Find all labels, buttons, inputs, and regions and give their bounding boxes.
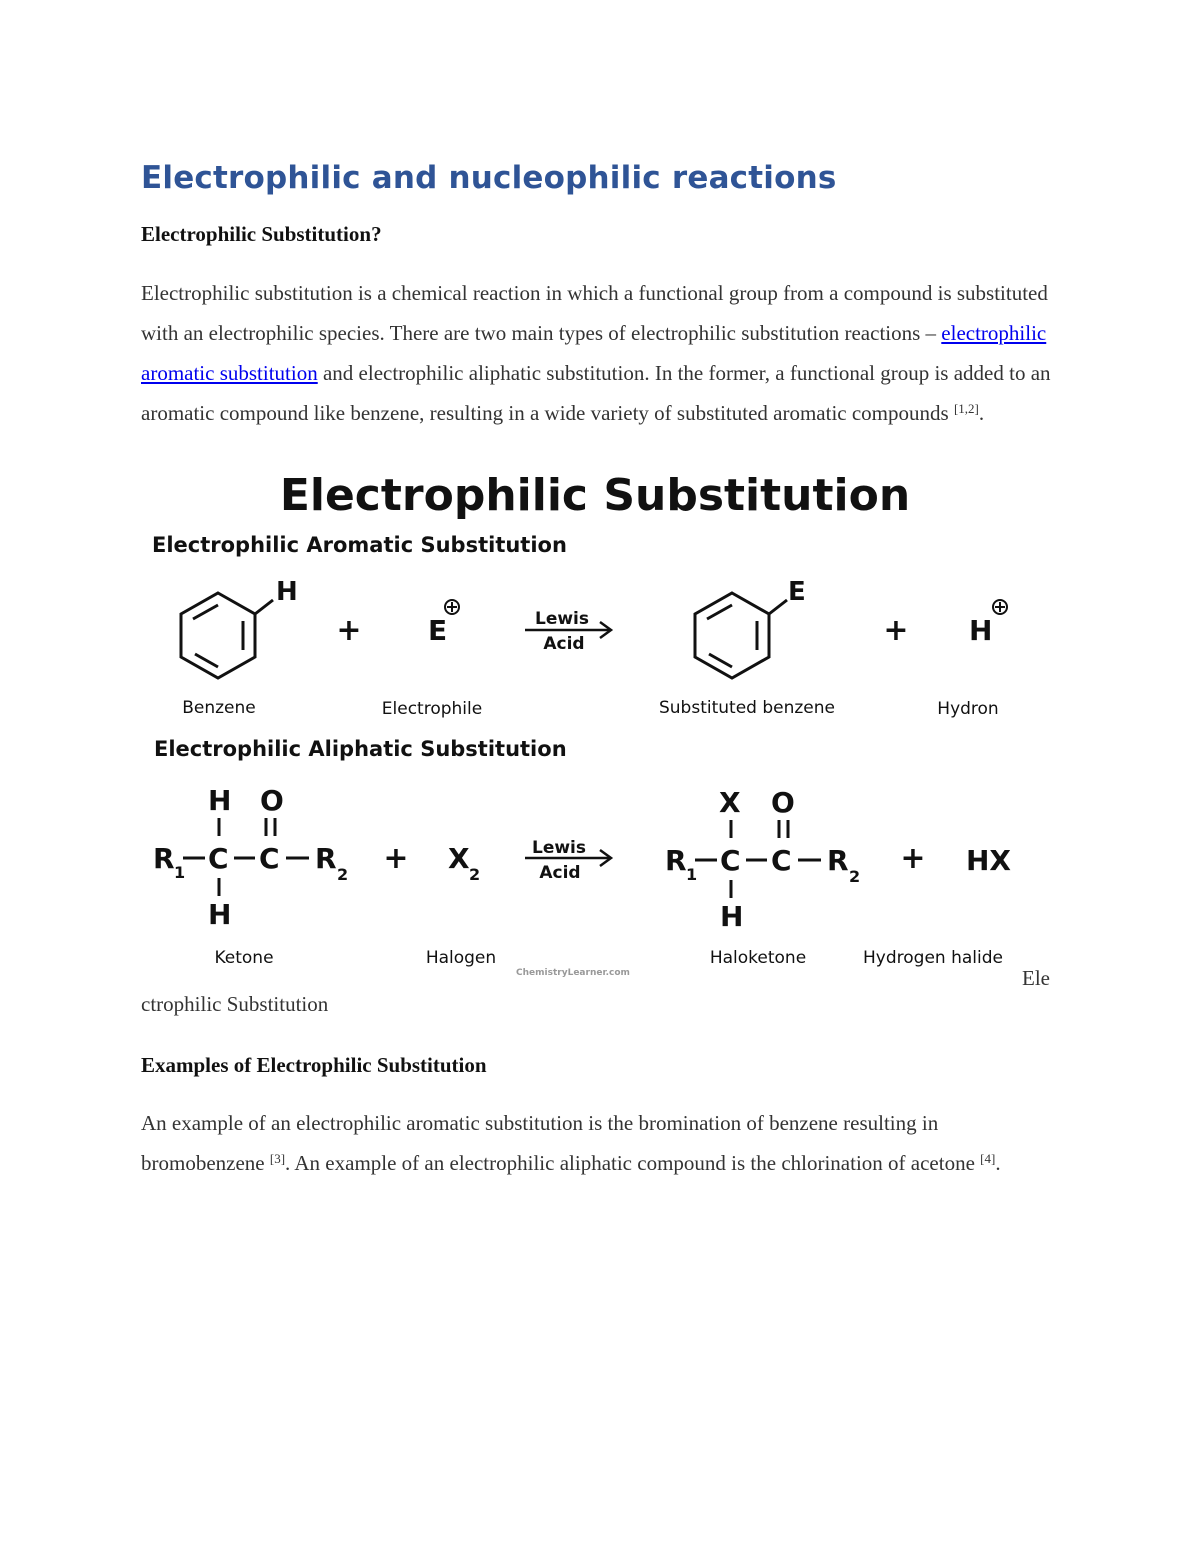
svg-text:R: R (153, 842, 175, 875)
intro-text-1: Electrophilic substitution is a chemical reaction in which a functional group from a compound is substituted with an electrophilic species. There are two main types of electrophilic substitution reactions – (141, 281, 1048, 345)
electrophilic-substitution-figure (145, 468, 1025, 983)
acid-label: Acid (543, 634, 585, 654)
figure-caption-part1: Ele (1022, 966, 1050, 990)
intro-end: . (978, 401, 985, 425)
aromatic-substitution-heading: Electrophilic Aromatic Substitution (152, 533, 567, 557)
positive-charge-icon (445, 600, 459, 614)
halogen-symbol: X (448, 842, 470, 875)
svg-text:H: H (720, 900, 744, 933)
label-hydron: Hydron (937, 699, 999, 719)
svg-text:1: 1 (174, 863, 186, 882)
haloketone-structure (665, 786, 860, 933)
svg-text:O: O (771, 786, 795, 819)
positive-charge-icon (993, 600, 1007, 614)
hydron-symbol: H (969, 614, 993, 647)
halogen-subscript: 2 (469, 865, 481, 884)
examples-end: . (995, 1151, 1001, 1175)
watermark: ChemistryLearner.com (516, 968, 630, 978)
svg-text:R: R (315, 842, 337, 875)
label-benzene: Benzene (182, 698, 256, 718)
examples-text-2: . An example of an electrophilic aliphatic compound is the chlorination of acetone (285, 1151, 981, 1175)
ketone-structure (153, 784, 348, 931)
examples-paragraph (141, 1103, 1056, 1183)
electrophile-symbol: E (428, 614, 448, 647)
aliphatic-substitution-heading: Electrophilic Aliphatic Substitution (154, 737, 567, 761)
svg-text:O: O (260, 784, 284, 817)
plus-sign: + (336, 613, 362, 648)
benzene-hydrogen: H (276, 577, 298, 607)
plus-sign: + (900, 841, 926, 876)
figure-title: Electrophilic Substitution (279, 470, 911, 521)
acid-label: Acid (539, 863, 581, 883)
svg-text:R: R (665, 844, 687, 877)
section-heading-examples: Examples of Electrophilic Substitution (141, 1053, 487, 1077)
reaction-diagram (145, 468, 1025, 983)
label-electrophile: Electrophile (381, 699, 483, 719)
svg-text:2: 2 (849, 867, 861, 886)
hydrogen-halide-formula: HX (966, 844, 1012, 877)
lewis-label: Lewis (534, 609, 590, 629)
svg-text:C: C (208, 842, 229, 875)
electrophilic-aromatic-substitution-link[interactable]: electrophilic aromatic substitution (141, 321, 1047, 385)
label-hydrogen-halide: Hydrogen halide (863, 948, 1003, 968)
svg-text:H: H (208, 784, 232, 817)
benzene-ring-icon (181, 593, 273, 678)
svg-text:H: H (208, 898, 232, 931)
document-title: Electrophilic and nucleophilic reactions (141, 160, 837, 196)
label-haloketone: Haloketone (709, 948, 807, 968)
label-ketone: Ketone (214, 948, 274, 968)
citation-ref-3: [3] (269, 1151, 286, 1166)
lewis-label: Lewis (531, 838, 587, 858)
figure-caption-part2: ctrophilic Substitution (141, 992, 329, 1016)
svg-text:X: X (719, 786, 741, 819)
section-heading-electrophilic-substitution: Electrophilic Substitution? (141, 222, 382, 246)
plus-sign: + (383, 841, 409, 876)
citation-ref-1-2: [1,2] (953, 401, 979, 416)
product-electrophile: E (788, 577, 806, 607)
examples-text-1: An example of an electrophilic aromatic substitution is the bromination of benzene resulting in bromobenzene (141, 1111, 939, 1175)
svg-text:C: C (720, 844, 741, 877)
label-halogen: Halogen (425, 948, 497, 968)
citation-ref-4: [4] (980, 1151, 996, 1166)
svg-text:C: C (259, 842, 280, 875)
svg-text:C: C (771, 844, 792, 877)
intro-text-2: and electrophilic aliphatic substitution. In the former, a functional group is added to an aromatic compound like benzene, resulting in a wide variety of substituted aromatic compounds (141, 361, 1051, 425)
svg-text:R: R (827, 844, 849, 877)
svg-text:2: 2 (337, 865, 349, 884)
plus-sign: + (883, 613, 909, 648)
intro-paragraph (141, 273, 1056, 433)
substituted-benzene-ring-icon (695, 593, 787, 678)
label-substituted-benzene: Substituted benzene (658, 698, 836, 718)
svg-text:1: 1 (686, 865, 698, 884)
